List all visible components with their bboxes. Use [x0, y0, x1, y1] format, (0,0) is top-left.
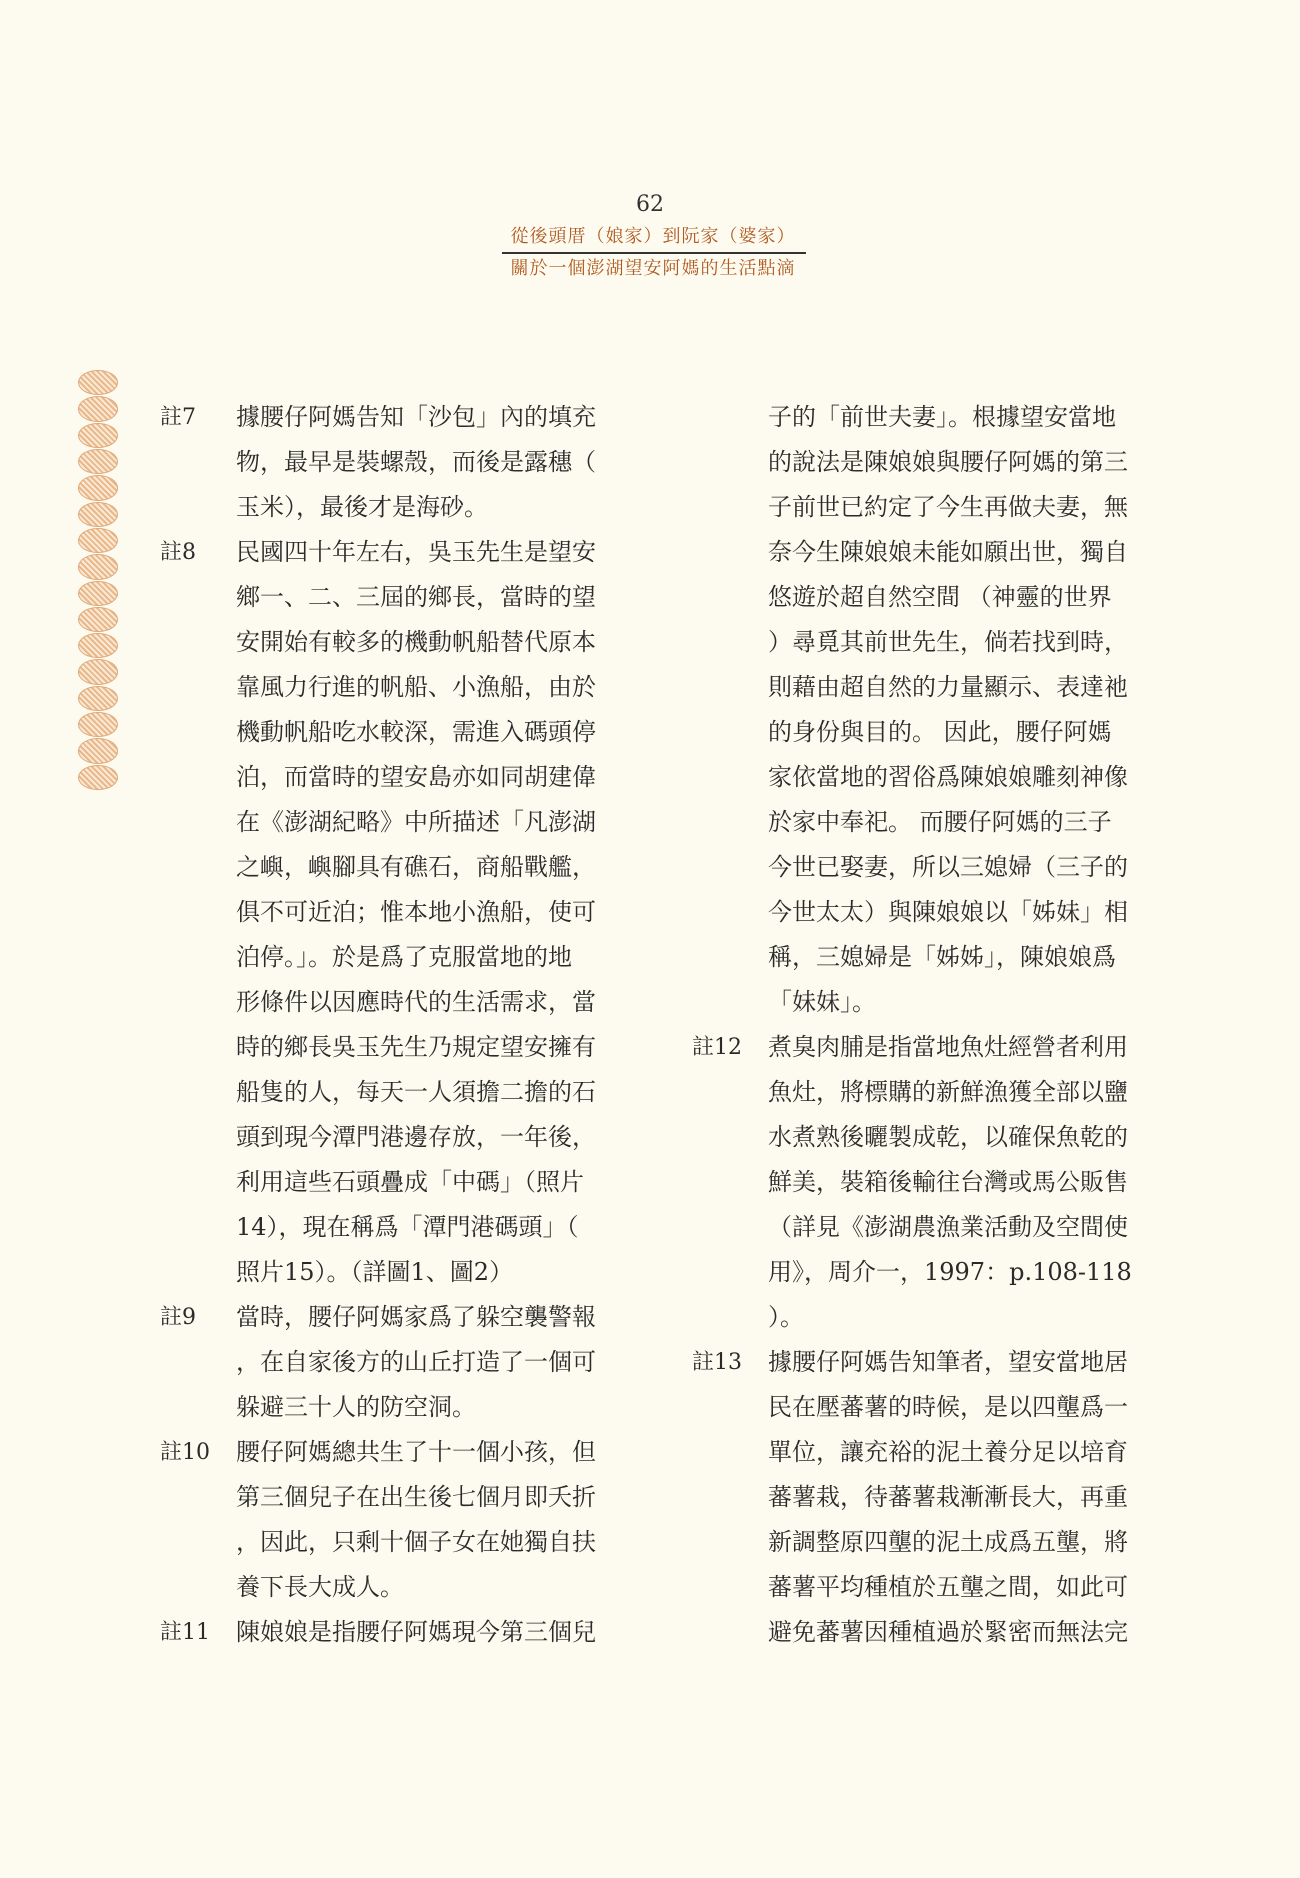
footnote-line: 泊停。」。於是爲了克服當地的地 [236, 943, 572, 971]
footnote-line: ，因此，只剩十個子女在她獨自扶 [236, 1528, 596, 1556]
footnote-line: 在《澎湖紀略》中所描述「凡澎湖 [236, 808, 596, 836]
footnote-line: 民在壓蕃薯的時候，是以四壟爲一 [768, 1393, 1128, 1421]
footnote-line: 悠遊於超自然空間 （神靈的世界 [768, 583, 1112, 611]
footnote [160, 1610, 620, 1655]
footnote-label: 註11 [160, 1620, 210, 1645]
footnote-line: 第三個兒子在出生後七個月即夭折 [236, 1483, 596, 1511]
footnote [160, 395, 620, 530]
footnote-line: 則藉由超自然的力量顯示、表達祂 [768, 673, 1128, 701]
footnote-line: 水煮熟後曬製成乾，以確保魚乾的 [768, 1123, 1128, 1151]
footnote-line: 鮮美，裝箱後輸往台灣或馬公販售 [768, 1168, 1128, 1196]
footnote [160, 530, 620, 1295]
ornament-disc [78, 475, 118, 500]
footnote-body [236, 1295, 620, 1430]
footnote-line: ，在自家後方的山丘打造了一個可 [236, 1348, 596, 1376]
footnote-line: 利用這些石頭疊成「中碼」（照片 [236, 1168, 584, 1196]
footnote-line: 蕃薯栽，待蕃薯栽漸漸長大，再重 [768, 1483, 1128, 1511]
footnote-line: 魚灶，將標購的新鮮漁獲全部以鹽 [768, 1078, 1128, 1106]
left-notes-column [160, 395, 620, 1655]
footnote-line: 安開始有較多的機動帆船替代原本 [236, 628, 596, 656]
footnote-line: 煮臭肉脯是指當地魚灶經營者利用 [768, 1033, 1128, 1061]
footnote-label: 註13 [692, 1350, 742, 1375]
footnote-line: ）尋覓其前世先生，倘若找到時， [768, 628, 1128, 656]
footnote-line: 物，最早是裝螺殼，而後是露穗（ [236, 448, 596, 476]
footnote-line: 據腰仔阿媽告知筆者，望安當地居 [768, 1348, 1128, 1376]
ornament-disc [78, 607, 118, 632]
ornament-disc [78, 370, 118, 395]
footnote-line: 14），現在稱爲「潭門港碼頭」（ [236, 1213, 579, 1241]
footnote [160, 1295, 620, 1430]
ornament-disc [78, 502, 118, 527]
footnote-line: 陳娘娘是指腰仔阿媽現今第三個兒 [236, 1618, 596, 1646]
footnote-line: 躲避三十人的防空洞。 [236, 1393, 476, 1421]
footnote-line: 單位，讓充裕的泥土養分足以培育 [768, 1438, 1128, 1466]
footnote-line: 船隻的人，每天一人須擔二擔的石 [236, 1078, 596, 1106]
ornament-disc [78, 423, 118, 448]
footnote [692, 1025, 1162, 1340]
footnote-line: 於家中奉祀。 而腰仔阿媽的三子 [768, 808, 1112, 836]
footnote-line: 靠風力行進的帆船、小漁船，由於 [236, 673, 596, 701]
footnote-continuation [692, 395, 1162, 1025]
footnote-line: 家依當地的習俗爲陳娘娘雕刻神像 [768, 763, 1128, 791]
footnote-line: 避免蕃薯因種植過於緊密而無法完 [768, 1618, 1128, 1646]
running-header-subtitle: 關於一個澎湖望安阿媽的生活點滴 [510, 258, 796, 279]
footnote-line: 的說法是陳娘娘與腰仔阿媽的第三 [768, 448, 1128, 476]
footnote-line: 之嶼，嶼腳具有礁石，商船戰艦， [236, 853, 596, 881]
footnote-body [236, 1610, 620, 1655]
ornament-disc [78, 528, 118, 553]
footnote-line: 鄉一、二、三屆的鄉長，當時的望 [236, 583, 596, 611]
footnote-line: 「妹妹」。 [768, 988, 876, 1016]
page-number: 62 [636, 192, 664, 217]
footnote-line: 時的鄉長吳玉先生乃規定望安擁有 [236, 1033, 596, 1061]
ornament-disc [78, 396, 118, 421]
footnote-line: 子前世已約定了今生再做夫妻，無 [768, 493, 1128, 521]
ornament-disc [78, 712, 118, 737]
footnote-body [236, 530, 620, 1295]
footnote-label: 註9 [160, 1305, 196, 1330]
footnote [160, 1430, 620, 1610]
footnote-line: 今世已娶妻，所以三媳婦（三子的 [768, 853, 1128, 881]
footnote-label: 註7 [160, 405, 196, 430]
footnote-label: 註12 [692, 1035, 742, 1060]
footnote-label: 註10 [160, 1440, 210, 1465]
ornament-disc [78, 659, 118, 684]
footnote-body [236, 1430, 620, 1610]
footnote-line: 民國四十年左右，吳玉先生是望安 [236, 538, 596, 566]
right-notes-column [692, 395, 1162, 1655]
footnote [692, 1340, 1162, 1655]
running-header-title: 從後頭厝（娘家）到阮家（婆家） [510, 226, 796, 247]
ornament-disc [78, 554, 118, 579]
footnote-line: 頭到現今潭門港邊存放，一年後， [236, 1123, 596, 1151]
footnote-line: 養下長大成人。 [236, 1573, 404, 1601]
footnote-line: 形條件以因應時代的生活需求，當 [236, 988, 596, 1016]
ornament-disc [78, 738, 118, 763]
footnote-line: 腰仔阿媽總共生了十一個小孩，但 [236, 1438, 596, 1466]
footnote-label: 註8 [160, 540, 196, 565]
footnote-line: 今世太太）與陳娘娘以「姊妹」相 [768, 898, 1128, 926]
footnote-line: ）。 [768, 1303, 804, 1331]
footnote-body [768, 1340, 1162, 1655]
footnote-line: 子的「前世夫妻」。根據望安當地 [768, 403, 1116, 431]
footnote-line: 俱不可近泊；惟本地小漁船，使可 [236, 898, 596, 926]
ornament-disc [78, 581, 118, 606]
decorative-ornament-strip [72, 370, 124, 790]
ornament-disc [78, 765, 118, 790]
footnote-line: 用》，周介一，1997：p.108-118 [768, 1258, 1132, 1286]
footnote-line: 照片15）。（詳圖1、圖2） [236, 1258, 514, 1286]
ornament-disc [78, 449, 118, 474]
footnote-line: 稱，三媳婦是「姊姊」，陳娘娘爲 [768, 943, 1116, 971]
footnote-line: 玉米），最後才是海砂。 [236, 493, 488, 521]
footnote-line: 奈今生陳娘娘未能如願出世，獨自 [768, 538, 1128, 566]
footnote-body [236, 395, 620, 530]
footnote-line: 蕃薯平均種植於五壟之間，如此可 [768, 1573, 1128, 1601]
footnote-line: 據腰仔阿媽告知「沙包」內的填充 [236, 403, 596, 431]
footnote-line: 當時，腰仔阿媽家爲了躲空襲警報 [236, 1303, 596, 1331]
ornament-disc [78, 686, 118, 711]
footnote-line: 的身份與目的。 因此，腰仔阿媽 [768, 718, 1112, 746]
footnote-line: （詳見《澎湖農漁業活動及空間使 [768, 1213, 1128, 1241]
ornament-disc [78, 633, 118, 658]
footnote-line: 泊，而當時的望安島亦如同胡建偉 [236, 763, 596, 791]
footnote-body [768, 1025, 1162, 1340]
footnote-line: 機動帆船吃水較深，需進入碼頭停 [236, 718, 596, 746]
footnote-line: 新調整原四壟的泥土成爲五壟，將 [768, 1528, 1128, 1556]
header-rule [502, 252, 806, 254]
